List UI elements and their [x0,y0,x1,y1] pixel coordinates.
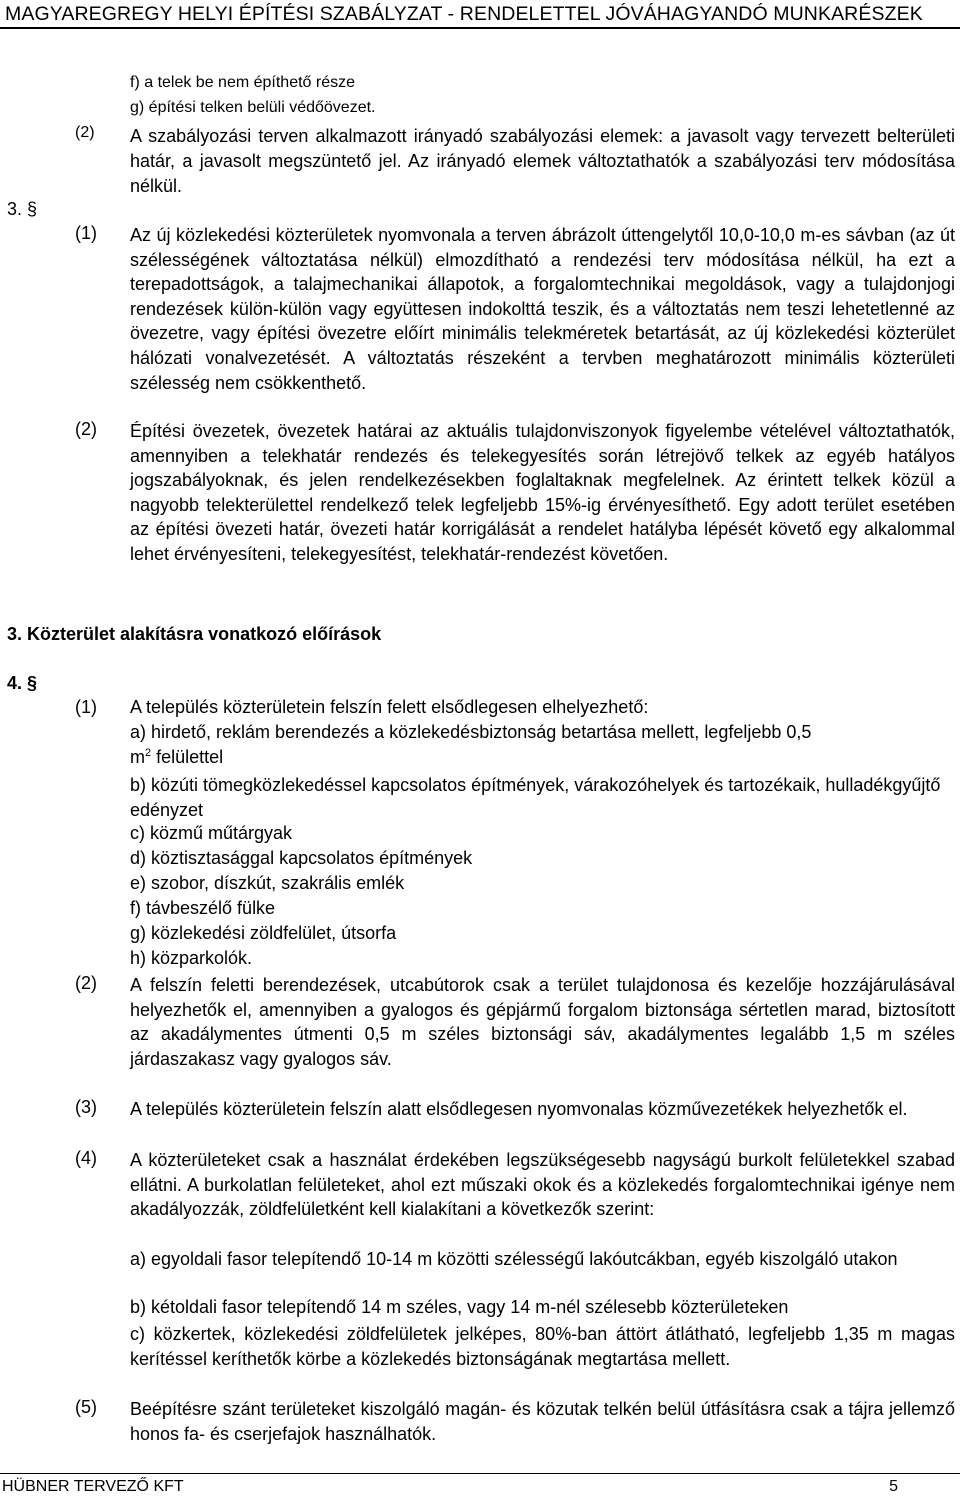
unit-text: m [130,747,145,767]
list-item: c) közkertek, közlekedési zöldfelületek jelképes, 80%-ban áttört átlátható, legfeljebb 1,35 m magas kerítéssel keríthetők körbe a közlekedés biztonságának megtartása mellett. [130,1324,955,1369]
paragraph-text: A közterületeket csak a használat érdekében legszükségesebb nagyságú burkolt felületekkel szabad ellátni. A burkolatlan felületeket, ahol ezt műszaki okok és a közlekedés forgalomtechnikai igénye nem akadályozzák, zöldfelületként kell kialakítani a következők szerint: [130,1150,955,1220]
paragraph-number: (3) [75,1097,97,1117]
paragraph-text: A felszín feletti berendezések, utcabútorok csak a terület tulajdonosa és kezelője hozzájárulásával helyezhetők el, amennyiben a gyalogos és gépjármű forgalom biztonsága sértetlen marad, biztosított az akadálymentes útmenti 0,5 m széles biztonsági sáv, akadálymentes legalább 1,5 m széles járdaszakasz vagy gyalogos sáv. [130,975,955,1069]
list-item: f) távbeszélő fülke [130,898,276,918]
list-item-rest: felülettel [151,747,224,767]
list-item: e) szobor, díszkút, szakrális emlék [130,873,405,893]
paragraph-number: (2) [75,973,97,993]
list-item: a) egyoldali fasor telepítendő 10-14 m közötti szélességű lakóutcákban, egyéb kiszolgáló utakon [130,1249,898,1269]
paragraph-number: (2) [75,419,97,439]
paragraph-number: (1) [75,697,97,717]
paragraph-number: (5) [75,1397,97,1417]
list-item: c) közmű műtárgyak [130,823,293,843]
list-item: b) közúti tömegközlekedéssel kapcsolatos építmények, várakozóhelyek és tartozékaik, hulladékgyűjtő edényzet [130,775,941,820]
header-rule [0,27,960,29]
paragraph-number: (2) [75,124,95,141]
section-label: 3. § [7,199,38,219]
list-item: h) közparkolók. [130,948,253,968]
section-heading: 3. Közterület alakításra vonatkozó előírások [7,624,382,644]
paragraph-text: Beépítésre szánt területeket kiszolgáló magán- és közutak telkén belül útfásításra csak a tájra jellemző honos fa- és cserjefajok használhatók. [130,1399,955,1444]
list-item: g) közlekedési zöldfelület, útsorfa [130,923,397,943]
paragraph-text: A település közterületein felszín alatt elsődlegesen nyomvonalas közművezetékek helyezhetők el. [130,1099,908,1119]
page-header [0,0,960,30]
footer-page-number: 5 [889,1478,898,1495]
paragraph-text: A település közterületein felszín felett elsődlegesen elhelyezhető: [130,697,649,717]
list-item-continuation [130,747,223,768]
list-item: a) hirdető, reklám berendezés a közlekedésbiztonság betartása mellett, legfeljebb 0,5 [130,722,812,742]
list-item: d) köztisztasággal kapcsolatos építmények [130,848,473,868]
paragraph-text: Építési övezetek, övezetek határai az aktuális tulajdonviszonyok figyelembe vételével változtathatók, amennyiben a telekhatár rendezés és telekegyesítés során létrejövő telkek az egyéb hatályos jogszabályoknak, és jelen rendelkezésekben foglaltaknak megfelelnek. Az érintett telkek közül a nagyobb telekterülettel rendelkező telek legfeljebb 15%-ig érvényesíthető. Egy adott terület esetében az építési övezeti határ, övezeti határ korrigálását a rendelet hatályba lépését követő egy alkalommal lehet érvényesíteni, telekegyesítést, telekhatár-rendezést követően. [130,421,955,564]
list-item: b) kétoldali fasor telepítendő 14 m széles, vagy 14 m-nél szélesebb közterületeken [130,1297,789,1317]
footer-company: HÜBNER TERVEZŐ KFT [2,1478,184,1495]
unit-superscript: 2 [145,747,152,759]
header-title: MAGYAREGREGY HELYI ÉPÍTÉSI SZABÁLYZAT - RENDELETTEL JÓVÁHAGYANDÓ MUNKARÉSZEK [5,3,923,25]
list-item: f) a telek be nem építhető része [130,74,356,91]
paragraph-number: (4) [75,1148,97,1168]
section-label: 4. § [7,673,38,693]
paragraph-text: A szabályozási terven alkalmazott irányadó szabályozási elemek: a javasolt vagy tervezett belterületi határ, a javasolt megszüntető jel. Az irányadó elemek változtathatók a szabályozási terv módosítása nélkül. [130,126,955,196]
paragraph-text: Az új közlekedési közterületek nyomvonala a terven ábrázolt úttengelytől 10,0-10,0 m-es sávban (az út szélességének változtatása nélkül) elmozdítható a rendezési terv módosítása nélkül, ha ezt a terepadottságok, a talajmechanikai állapotok, a forgalomtechnikai megoldások, vagy a tulajdonjogi rendezések külön-külön vagy együttesen indokolttá teszik, és a változtatás nem teszi lehetetlenné az övezetre, vagy építési övezetre előírt minimális telekméretek betartását, az új közlekedési közterület hálózati vonalvezetését. A változtatás részeként a tervben meghatározott minimális közterületi szélesség nem csökkenthető. [130,225,955,393]
paragraph-number: (1) [75,223,97,243]
list-item: g) építési telken belüli védőövezet. [130,99,376,116]
footer-rule [0,1473,960,1474]
